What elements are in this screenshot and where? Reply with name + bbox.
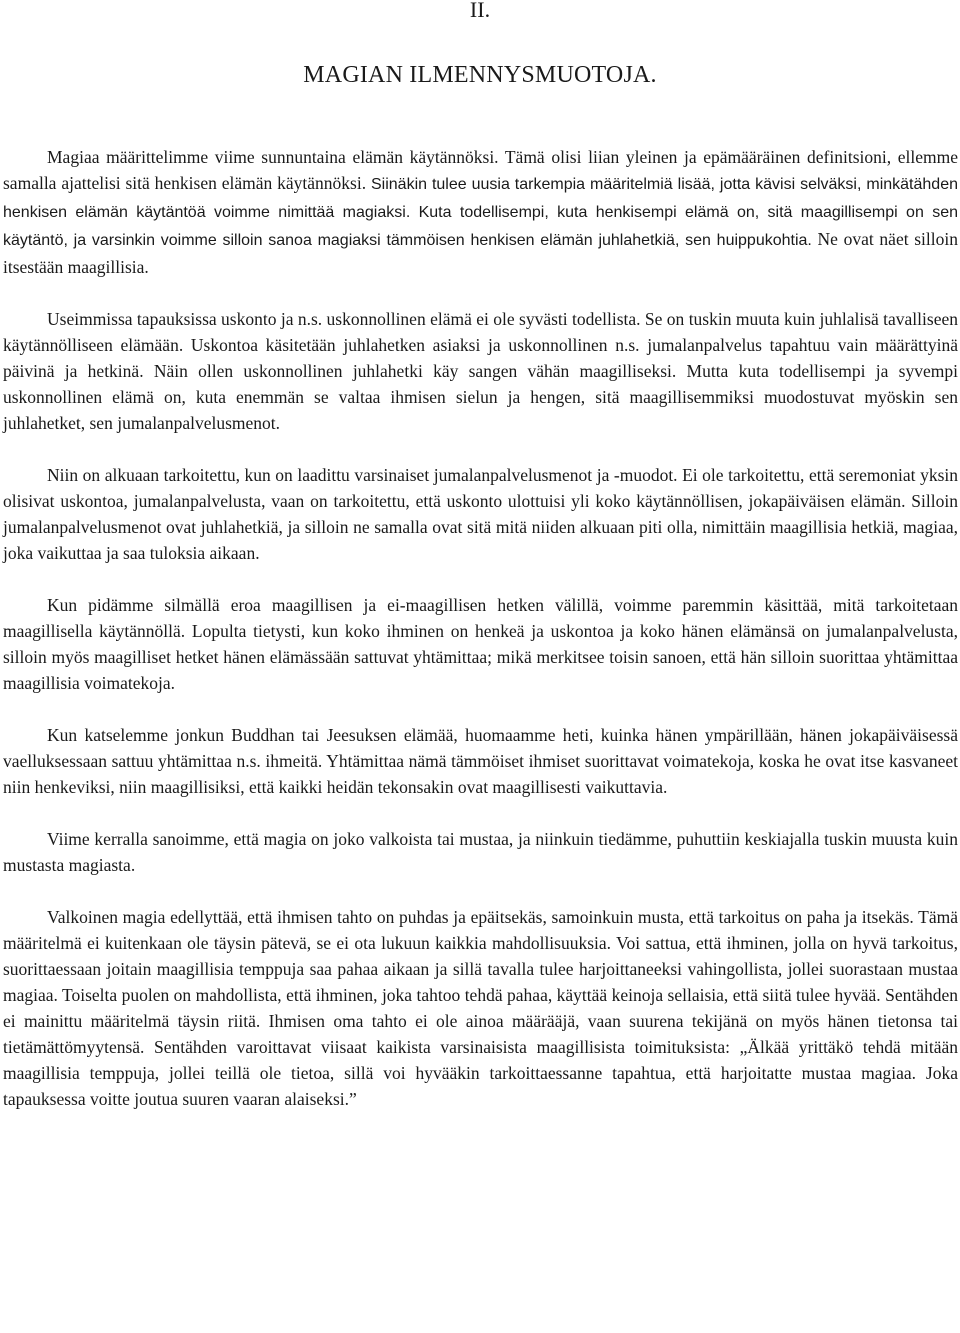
paragraph-2: Useimmissa tapauksissa uskonto ja n.s. uskonnollinen elämä ei ole syvästi todellista. Se on tuskin muuta kuin juhlalisä tavalliseen käytännölliseen elämään. Uskontoa käsitetään juhlahetken asiaksi ja uskonnollinen n.s. jumalanpalvelus tapahtuu vain määrättyinä päivinä ja hetkinä. Näin ollen uskonnollinen juhlahetki käy sangen vähän maagilliseksi. Mutta kuta todellisempi ja syvempi uskonnollinen elämä on, kuta enemmän se valtaa ihmisen sielun ja hengen, sitä maagillisemmiksi muodostuvat myöskin sen juhlahetket, sen jumalanpalvelusmenot. (3, 309, 958, 433)
paragraph-7: Valkoinen magia edellyttää, että ihmisen tahto on puhdas ja epäitsekäs, samoinkuin musta, että tarkoitus on paha ja itsekäs. Tämä määritelmä ei kuitenkaan ole täysin pätevä, se ei ota lukuun kaikkia mahdollisuuksia. Voi sattua, että ihminen, jolla on hyvä tarkoitus, suorittaessaan joitain maagillisia temppuja saa pahaa aikaan ja sillä tavalla tulee harjoittaneeksi vahingollista, jollei suorastaan mustaa magiaa. Toiselta puolen on mahdollista, että ihminen, joka tahtoo tehdä pahaa, käyttää keinoja sellaisia, että siitä tulee hyvää. Sentähden ei mainittu määritelmä täysin riitä. Ihmisen oma tahto ei ole ainoa määrääjä, vaan suurena tekijänä on myös hänen tietonsa tai tietämättömyytensä. Sentähden varoittavat viisaat kaikista varsinaisista maagillisista toimituksista: „Älkää yrittäkö tehdä mitään maagillisia temppuja, jollei teillä ole tietoa, sillä voi hyvääkin tarkoittaessanne tapahtua, että harjoitatte mustaa magiaa. Joka tapauksessa voitte joutua suuren vaaran alaiseksi.” (3, 907, 958, 1109)
paragraph-3: Niin on alkuaan tarkoitettu, kun on laadittu varsinaiset jumalanpalvelusmenot ja -muodot. Ei ole tarkoitettu, että seremoniat yksin olisivat uskontoa, jumalanpalvelusta, vaan on tarkoitettu, että uskonto ulottuisi yli koko käytännöllisen, jokapäiväisen elämän. Silloin jumalanpalvelusmenot ovat juhlahetkiä, ja silloin ne samalla ovat sitä mitä niiden alkuaan piti olla, nimittäin maagillisia hetkiä, magiaa, joka vaikuttaa ja saa tuloksia aikaan. (3, 465, 958, 563)
chapter-title: MAGIAN ILMENNYSMUOTOJA. (303, 62, 657, 88)
paragraph-1-serif-lead: Magiaa määrittelimme viime sunnuntaina elämän käytännöksi. Tämä olisi liian yleinen ja epämääräinen definitsioni, ellemme samalla ajattelisi sitä henkisen elämän käytännöksi. (3, 147, 958, 193)
paragraph-6: Viime kerralla sanoimme, että magia on joko valkoista tai mustaa, ja niinkuin tiedämme, puhuttiin keskiajalla tuskin muusta kuin mustasta magiasta. (3, 829, 958, 875)
chapter-number-text: II. (469, 0, 491, 22)
paragraph-5: Kun katselemme jonkun Buddhan tai Jeesuksen elämää, huomaamme heti, kuinka hänen ympärillään, hänen jokapäiväisessä vaelluksessaan sattuu yhtämittaa n.s. ihmeitä. Yhtämittaa nämä tämmöiset ihmiset suorittavat voimatekoja, koska he ovat itse kasvaneet niin henkeviksi, niin maagillisiksi, että kaikki heidän tekonsakin ovat maagillisesti vaikuttavia. (3, 725, 958, 797)
body-text (3, 144, 958, 1112)
paragraph-1-serif-tail: Ne ovat näet silloin itsestään maagillisia. (3, 229, 958, 277)
paragraph-4: Kun pidämme silmällä eroa maagillisen ja ei-maagillisen hetken välillä, voimme paremmin käsittää, mitä tarkoitetaan maagillisella käytännöllä. Lopulta tietysti, kun koko ihminen on henkeä ja uskontoa ja koko hänen elämänsä on jumalanpalvelusta, silloin myös maagilliset hetket hänen elämässään sattuvat yhtämittaa; mikä merkitsee toisin sanoen, että hän silloin suorittaa yhtämittaa maagillisia voimatekoja. (3, 595, 958, 693)
paragraph-1-sans-run: Siinäkin tulee uusia tarkempia määritelmiä lisää, jotta kävisi selväksi, minkätähden henkisen elämän käytäntöä voimme nimittää magiaksi. Kuta todellisempi, kuta henkisempi elämä on, sitä maagillisempi on sen käytäntö, ja varsinkin voimme silloin sanoa magiaksi tämmöisen henkisen elämän juhlahetkiä, sen huippukohtia. (3, 176, 958, 249)
paragraph-1 (3, 144, 958, 280)
chapter-number (0, 0, 960, 24)
